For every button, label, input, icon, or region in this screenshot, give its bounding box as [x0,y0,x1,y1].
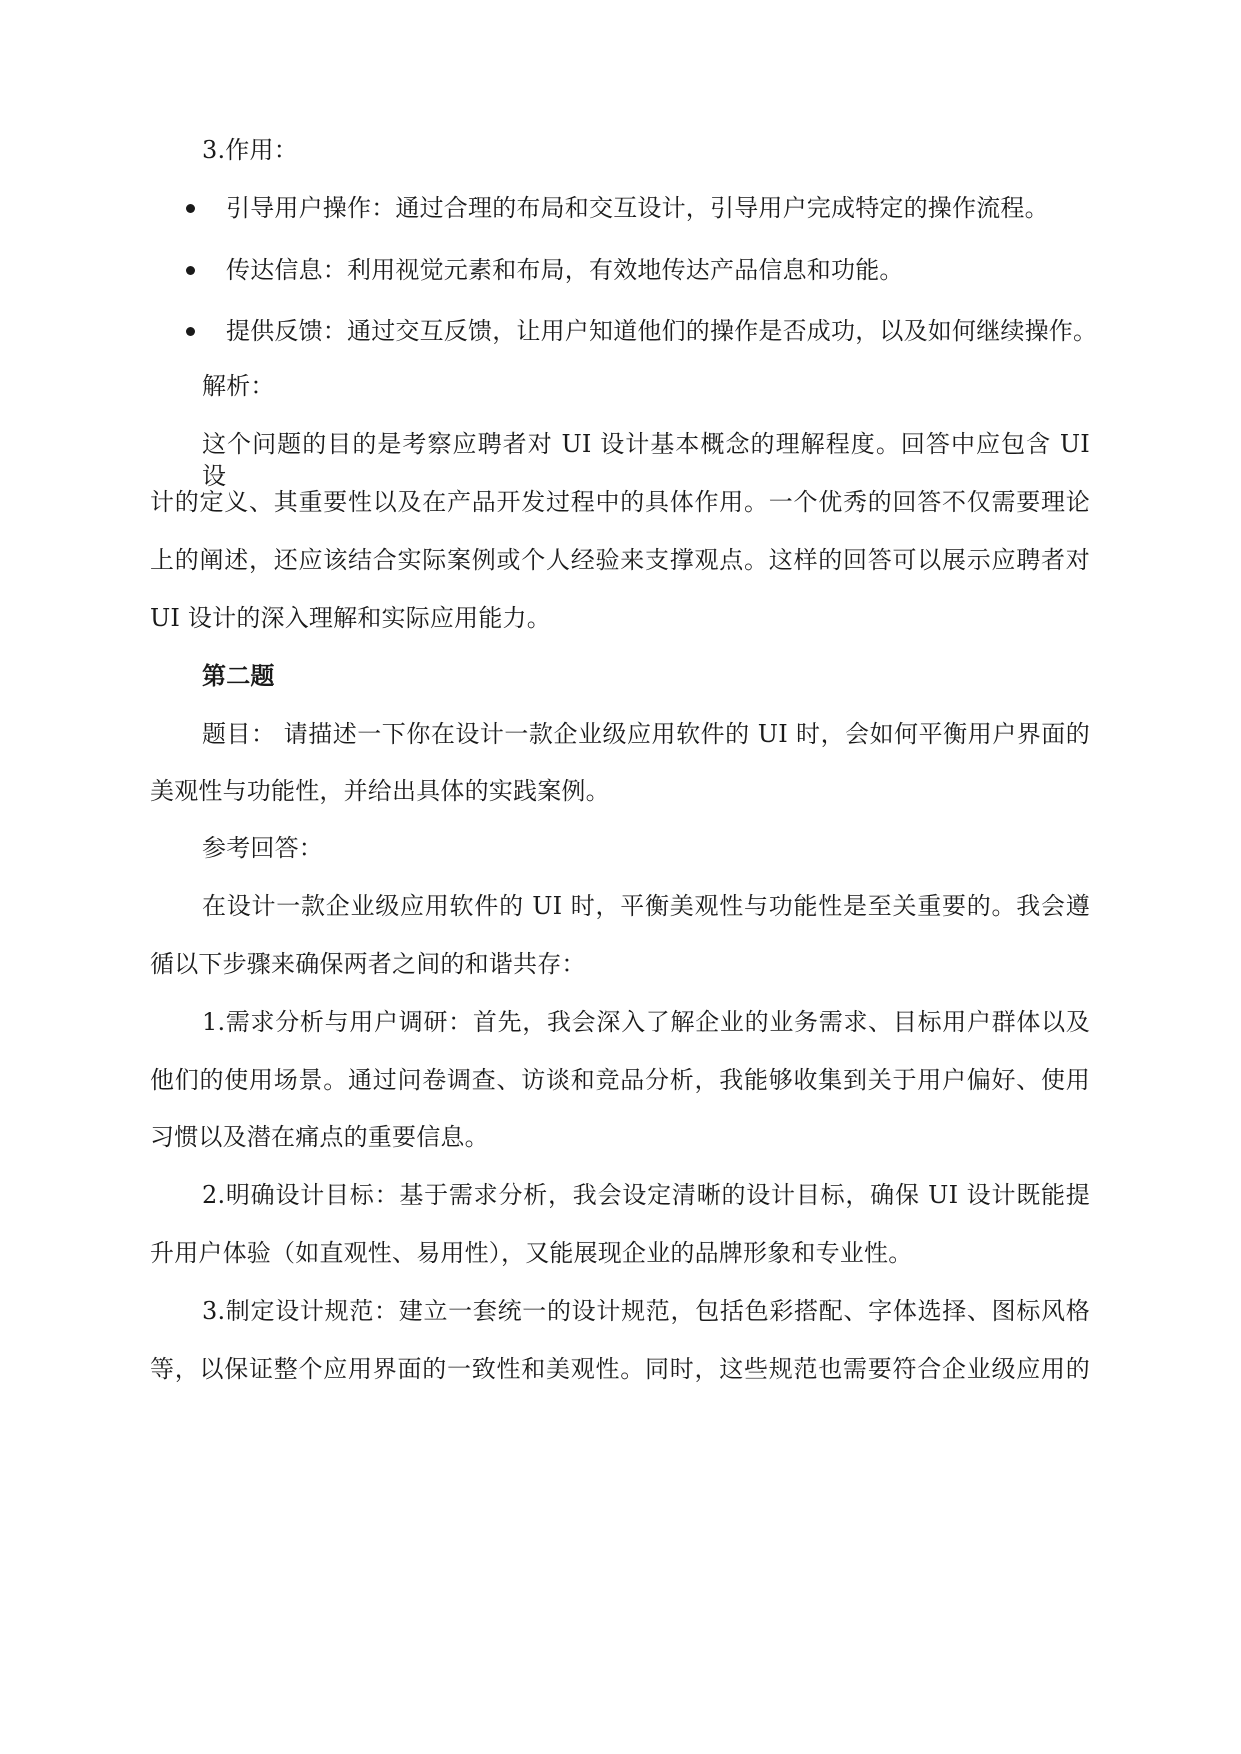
paragraph-line: 习惯以及潜在痛点的重要信息。 [150,1123,489,1151]
paragraph-line: 这个问题的目的是考察应聘者对 UI 设计基本概念的理解程度。回答中应包含 UI 设 [202,430,1090,490]
paragraph-line: 在设计一款企业级应用软件的 UI 时，平衡美观性与功能性是至关重要的。我会遵 [202,892,1090,920]
paragraph-line: 他们的使用场景。通过问卷调查、访谈和竞品分析，我能够收集到关于用户偏好、使用 [150,1066,1090,1094]
bullet-item: 传达信息：利用视觉元素和布局，有效地传达产品信息和功能。 [226,256,904,284]
paragraph-line: 升用户体验（如直观性、易用性），又能展现企业的品牌形象和专业性。 [150,1239,913,1267]
section-heading: 3.作用： [202,136,298,164]
paragraph-line: 1.需求分析与用户调研：首先，我会深入了解企业的业务需求、目标用户群体以及 [202,1008,1090,1036]
paragraph-line: 上的阐述，还应该结合实际案例或个人经验来支撑观点。这样的回答可以展示应聘者对 [150,546,1090,574]
bullet-icon [186,327,195,336]
paragraph-line: 2.明确设计目标：基于需求分析，我会设定清晰的设计目标，确保 UI 设计既能提 [202,1181,1090,1209]
reference-label: 参考回答： [202,834,323,862]
bullet-item: 引导用户操作：通过合理的布局和交互设计，引导用户完成特定的操作流程。 [226,194,1049,222]
paragraph-line: 3.制定设计规范：建立一套统一的设计规范，包括色彩搭配、字体选择、图标风格 [202,1297,1090,1325]
analysis-label: 解析： [202,372,275,400]
bullet-icon [186,266,195,275]
paragraph-line: UI 设计的深入理解和实际应用能力。 [150,604,551,632]
bullet-icon [186,204,195,213]
question-line: 美观性与功能性，并给出具体的实践案例。 [150,777,610,805]
paragraph-line: 计的定义、其重要性以及在产品开发过程中的具体作用。一个优秀的回答不仅需要理论 [150,488,1090,516]
paragraph-line: 循以下步骤来确保两者之间的和谐共存： [150,950,586,978]
paragraph-line: 等，以保证整个应用界面的一致性和美观性。同时，这些规范也需要符合企业级应用的 [150,1355,1090,1383]
bullet-item: 提供反馈：通过交互反馈，让用户知道他们的操作是否成功，以及如何继续操作。 [226,317,1098,345]
question-line: 题目： 请描述一下你在设计一款企业级应用软件的 UI 时，会如何平衡用户界面的 [202,720,1090,748]
question-heading: 第二题 [202,661,275,690]
